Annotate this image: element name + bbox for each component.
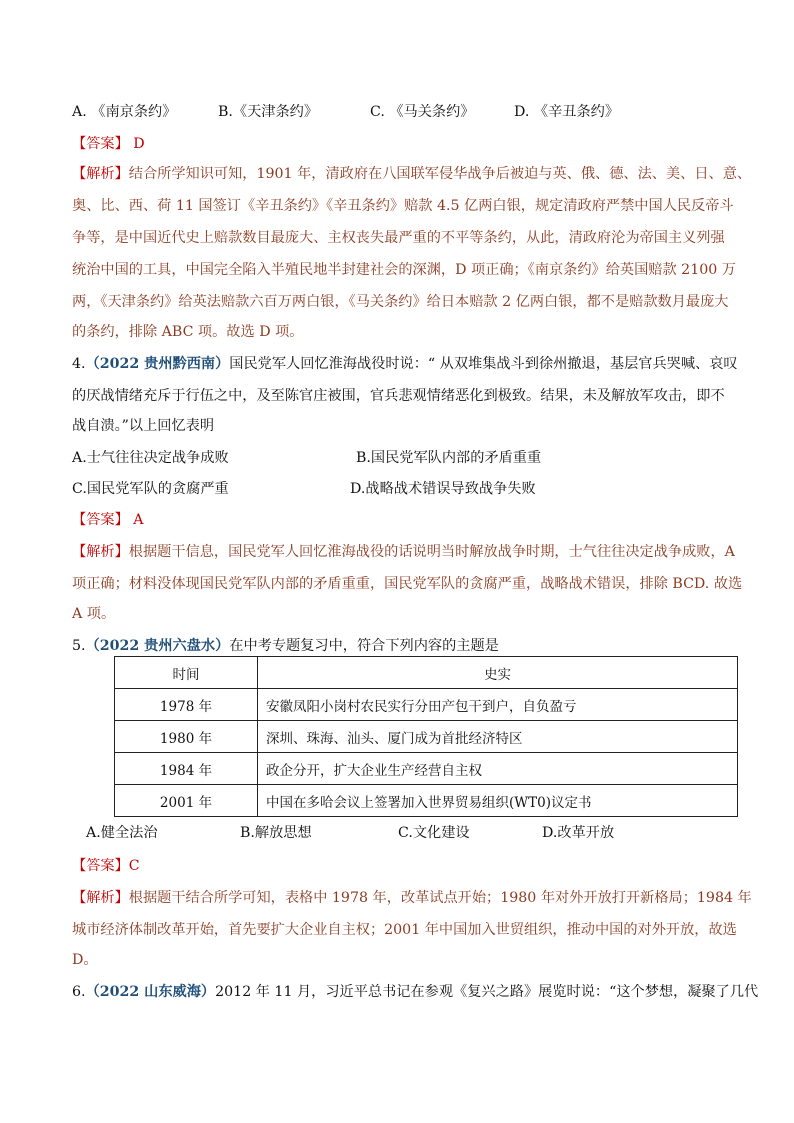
q4-answer-line: [72, 510, 144, 530]
q4-analysis-line: 【解析】根据题干信息，国民党军人回忆淮海战役的话说明当时解放战争时期，士气往往决定战争成败，A: [72, 544, 735, 560]
q6-stem-line: [72, 982, 758, 1002]
q4-option-c: C.国民党军队的贪腐严重: [72, 481, 229, 497]
table-cell-fact: 深圳、珠海、汕头、厦门成为首批经济特区: [258, 721, 738, 753]
q5-option-a: A.健全法治: [86, 825, 158, 841]
analysis-tag: 【解析】: [72, 544, 129, 560]
q5-answer-line: [72, 856, 140, 876]
q5-option-d: D.改革开放: [542, 825, 615, 841]
q6-number: 6.: [72, 984, 86, 1000]
q6-stem: 2012 年 11 月，习近平总书记在参观《复兴之路》展览时说：“这个梦想，凝聚了几代: [215, 984, 759, 1000]
q5-stem-line: [72, 636, 499, 656]
q4-option-a: A.士气往往决定战争成败: [72, 450, 229, 466]
q5-option-b: B.解放思想: [240, 825, 312, 841]
table-row: [115, 753, 738, 785]
q6-source: （2022 山东威海）: [85, 984, 216, 1000]
q3-analysis-line: 统治中国的工具，中国完全陷入半殖民地半封建社会的深渊，D 项正确；《南京条约》给英国赔款 2100 万: [72, 262, 736, 278]
q5-option-c: C.文化建设: [398, 825, 470, 841]
table-header-row: [115, 657, 738, 689]
table-row: [115, 785, 738, 817]
q3-option-b: B.《天津条约》: [218, 104, 319, 120]
table-row: [115, 689, 738, 721]
q4-stem-line: 的厌战情绪充斥于行伍之中，及至陈官庄被围，官兵悲观情绪恶化到极致。结果，未及解放军攻击，即不: [72, 388, 725, 404]
q4-answer: A: [133, 512, 144, 528]
q3-analysis-line: 【解析】结合所学知识可知，1901 年，清政府在八国联军侵华战争后被迫与英、俄、德、法、美、日、意、: [72, 166, 752, 182]
q3-option-c: C. 《马关条约》: [370, 104, 475, 120]
q4-option-d: D.战略战术错误导致战争失败: [350, 481, 536, 497]
q4-option-b: B.国民党军队内部的矛盾重重: [356, 450, 542, 466]
q4-analysis-line: A 项。: [72, 606, 116, 622]
table-cell-fact: 政企分开，扩大企业生产经营自主权: [258, 753, 738, 785]
q3-option-d: D. 《辛丑条约》: [514, 104, 620, 120]
table-cell-year: 1978 年: [115, 689, 258, 721]
analysis-tag: 【解析】: [72, 166, 129, 182]
table-cell-year: 2001 年: [115, 785, 258, 817]
q3-analysis-line: 争等，是中国近代史上赔款数目最庞大、主权丧失最严重的不平等条约，从此，清政府沦为帝国主义列强: [72, 230, 725, 246]
q3-analysis-line: 的条约，排除 ABC 项。故选 D 项。: [72, 324, 304, 340]
q3-analysis-line: 奥、比、西、荷 11 国签订《辛丑条约》《辛丑条约》赔款 4.5 亿两白银，规定清政府严禁中国人民反帝斗: [72, 198, 734, 214]
q4-analysis-line: 项正确；材料没体现国民党军队内部的矛盾重重，国民党军队的贪腐严重，战略战术错误，排除 BCD. 故选: [72, 576, 743, 592]
q3-option-a: A. 《南京条约》: [72, 104, 177, 120]
table-header-fact: 史实: [258, 657, 738, 689]
table-cell-year: 1984 年: [115, 753, 258, 785]
analysis-tag: 【解析】: [72, 890, 129, 906]
q5-answer: C: [128, 858, 140, 874]
q5-analysis-line: 【解析】根据题干结合所学可知，表格中 1978 年，改革试点开始；1980 年对外开放打开新格局；1984 年: [72, 890, 752, 906]
q3-answer: D: [133, 136, 145, 152]
q4-source: （2022 贵州黔西南）: [85, 356, 230, 372]
answer-tag: 【答案】: [72, 512, 129, 528]
answer-tag: 【答案】: [72, 858, 129, 874]
q5-stem: 在中考专题复习中，符合下列内容的主题是: [229, 638, 499, 654]
table-cell-fact: 中国在多哈会议上签署加入世界贸易组织(WT0)议定书: [258, 785, 738, 817]
q4-number: 4.: [72, 356, 86, 372]
table-header-time: 时间: [115, 657, 258, 689]
q3-analysis-line: 两，《天津条约》给英法赔款六百万两白银，《马关条约》给日本赔款 2 亿两白银，都不是赔款数月最庞大: [72, 294, 729, 310]
q5-analysis-line: 城市经济体制改革开始，首先要扩大企业自主权；2001 年中国加入世贸组织，推动中国的对外开放，故选: [72, 922, 737, 938]
q3-answer-line: [72, 134, 145, 154]
q4-stem-line: 战自溃。”以上回忆表明: [72, 418, 215, 434]
table-row: [115, 721, 738, 753]
answer-tag: 【答案】: [72, 136, 129, 152]
q4-stem-line: 4.（2022 贵州黔西南）国民党军人回忆淮海战役时说：“ 从双堆集战斗到徐州撤退，基层官兵哭喊、哀叹: [72, 356, 738, 372]
table-cell-fact: 安徽凤阳小岗村农民实行分田产包干到户，自负盈亏: [258, 689, 738, 721]
q5-source: （2022 贵州六盘水）: [85, 638, 230, 654]
q5-number: 5.: [72, 638, 86, 654]
q5-analysis-line: D。: [72, 952, 98, 968]
q5-history-table: [114, 656, 738, 817]
table-cell-year: 1980 年: [115, 721, 258, 753]
